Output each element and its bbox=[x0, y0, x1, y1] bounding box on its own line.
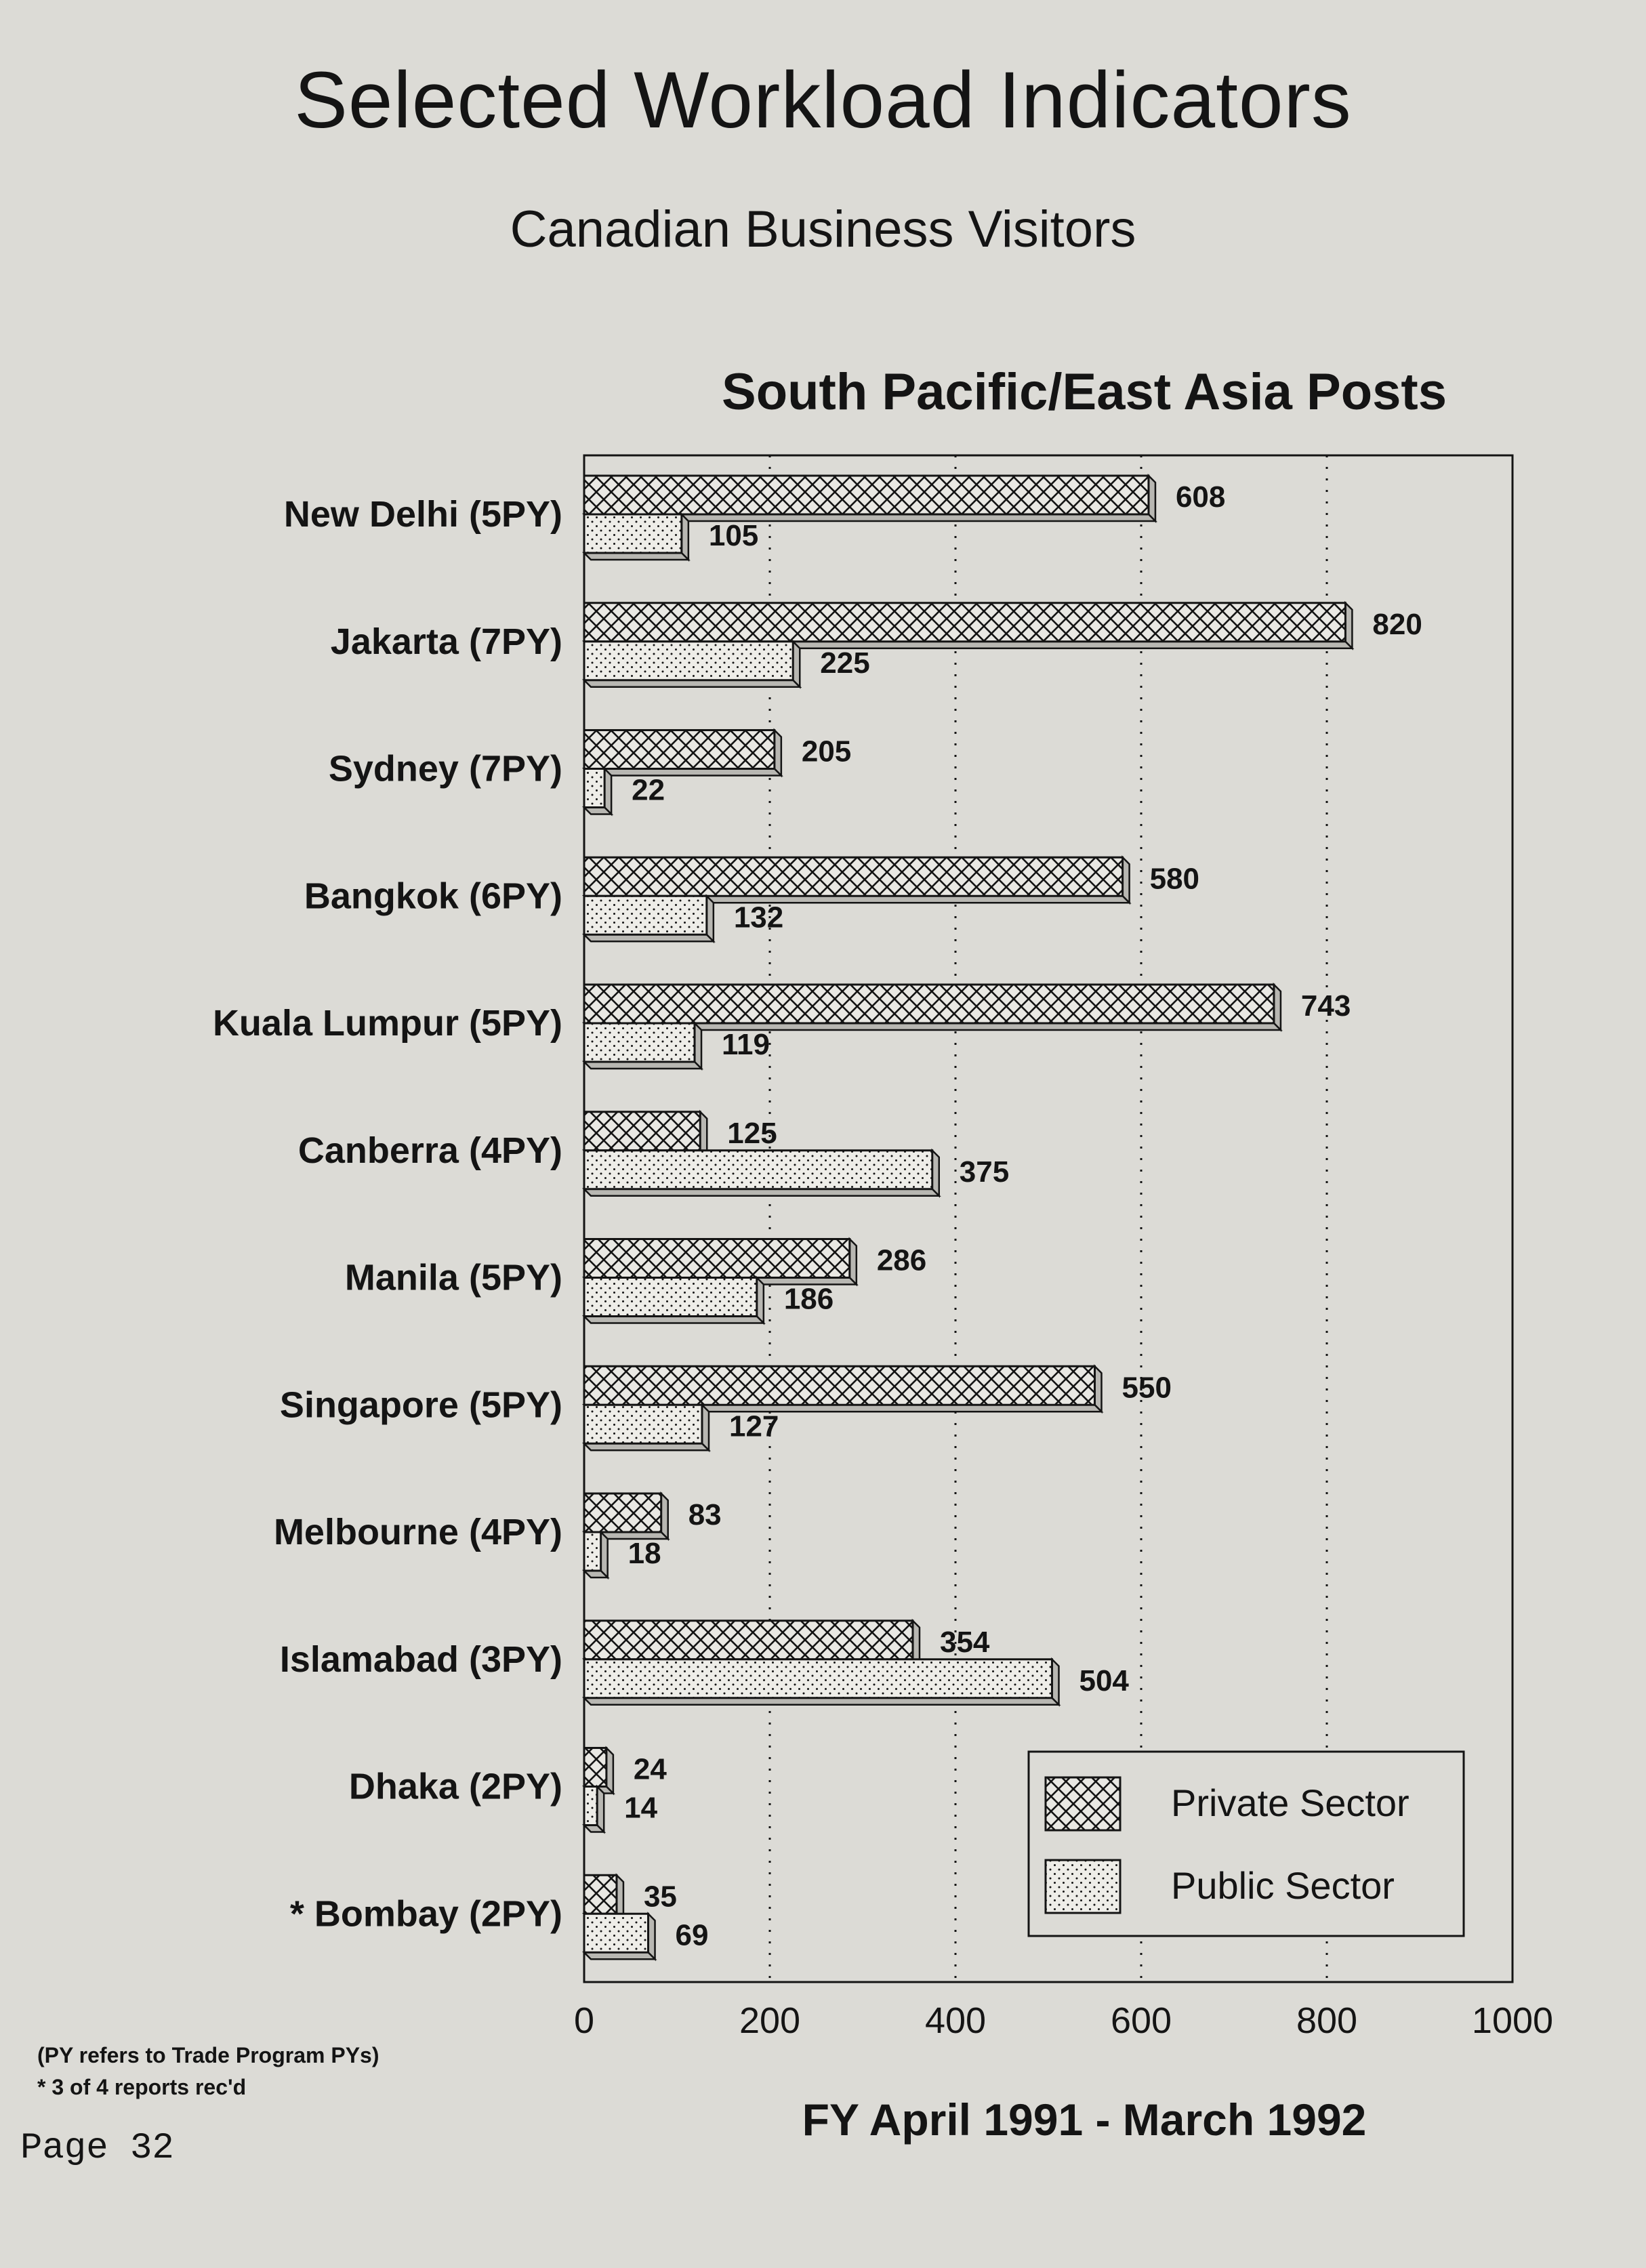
bar-private-sector bbox=[584, 476, 1149, 514]
category-label: Jakarta (7PY) bbox=[330, 621, 562, 662]
bar-public-sector bbox=[584, 1787, 597, 1826]
bar-public-sector bbox=[584, 514, 682, 553]
bar-public-sector bbox=[584, 1405, 702, 1443]
data-label: 205 bbox=[801, 735, 852, 768]
category-label: Singapore (5PY) bbox=[279, 1384, 562, 1426]
bar-private-sector bbox=[584, 1621, 913, 1659]
x-tick-label: 600 bbox=[1110, 2000, 1172, 2041]
x-tick-label: 0 bbox=[573, 2000, 595, 2041]
page-title: Selected Workload Indicators bbox=[294, 56, 1352, 145]
bar-public-sector bbox=[584, 1023, 695, 1062]
data-label: 18 bbox=[627, 1537, 661, 1570]
category-label: Dhaka (2PY) bbox=[348, 1766, 562, 1807]
legend-label: Public Sector bbox=[1171, 1864, 1395, 1907]
category-label: Bangkok (6PY) bbox=[304, 875, 562, 917]
page-number: Page 32 bbox=[20, 2128, 174, 2169]
x-tick-label: 800 bbox=[1296, 2000, 1358, 2041]
x-axis-label: FY April 1991 - March 1992 bbox=[802, 2095, 1367, 2145]
footnote-reports: * 3 of 4 reports rec'd bbox=[37, 2075, 247, 2099]
bar-private-sector bbox=[584, 603, 1345, 642]
bars bbox=[584, 476, 1352, 1959]
data-label: 743 bbox=[1300, 989, 1351, 1023]
data-label: 22 bbox=[632, 773, 665, 807]
data-label: 125 bbox=[727, 1116, 777, 1150]
x-tick-label: 200 bbox=[739, 2000, 801, 2041]
bar-private-sector bbox=[584, 1493, 661, 1532]
data-label: 608 bbox=[1175, 480, 1226, 514]
legend-label: Private Sector bbox=[1171, 1781, 1410, 1824]
data-label: 186 bbox=[783, 1282, 834, 1316]
bar-private-sector bbox=[584, 1748, 606, 1787]
bar-public-sector bbox=[584, 1151, 932, 1189]
data-label: 580 bbox=[1149, 862, 1200, 896]
bar-public-sector bbox=[584, 1278, 757, 1317]
category-label: Canberra (4PY) bbox=[297, 1130, 562, 1171]
data-label: 550 bbox=[1122, 1371, 1172, 1405]
bar-public-sector bbox=[584, 642, 793, 680]
bar-private-sector bbox=[584, 1875, 617, 1914]
data-label: 83 bbox=[688, 1498, 722, 1531]
data-label: 105 bbox=[708, 519, 759, 552]
data-label: 24 bbox=[633, 1752, 667, 1786]
category-label: Kuala Lumpur (5PY) bbox=[212, 1003, 562, 1044]
data-label: 14 bbox=[624, 1791, 658, 1825]
category-label: Sydney (7PY) bbox=[328, 748, 562, 789]
data-label: 69 bbox=[675, 1918, 709, 1952]
category-label: Manila (5PY) bbox=[344, 1257, 562, 1298]
bar-private-sector bbox=[584, 1366, 1095, 1405]
x-tick-label: 400 bbox=[924, 2000, 987, 2041]
bar-public-sector bbox=[584, 1659, 1052, 1698]
bar-public-sector bbox=[584, 1914, 649, 1952]
footnote-py: (PY refers to Trade Program PYs) bbox=[37, 2043, 379, 2067]
data-label: 127 bbox=[728, 1409, 779, 1443]
category-label: * Bombay (2PY) bbox=[289, 1893, 562, 1935]
category-label: New Delhi (5PY) bbox=[283, 494, 562, 535]
bar-private-sector bbox=[584, 1112, 700, 1151]
bar-public-sector bbox=[584, 1532, 601, 1571]
legend-swatch-public bbox=[1046, 1860, 1120, 1913]
bar-private-sector bbox=[584, 985, 1274, 1023]
legend-swatch-private bbox=[1046, 1777, 1120, 1830]
data-label: 132 bbox=[733, 901, 784, 934]
data-label: 35 bbox=[643, 1880, 677, 1914]
data-label: 820 bbox=[1372, 607, 1422, 641]
bar-public-sector bbox=[584, 769, 604, 808]
legend bbox=[1029, 1752, 1464, 1936]
data-label: 225 bbox=[820, 646, 870, 680]
data-label: 286 bbox=[876, 1243, 927, 1277]
data-label: 504 bbox=[1079, 1664, 1129, 1697]
chart-title: South Pacific/East Asia Posts bbox=[722, 363, 1447, 421]
category-label: Islamabad (3PY) bbox=[279, 1638, 562, 1680]
bar-private-sector bbox=[584, 730, 775, 769]
data-label: 375 bbox=[959, 1155, 1010, 1189]
x-tick-label: 1000 bbox=[1471, 2000, 1554, 2041]
bar-private-sector bbox=[584, 1239, 850, 1278]
category-label: Melbourne (4PY) bbox=[273, 1512, 562, 1552]
bar-public-sector bbox=[584, 896, 707, 934]
bar-private-sector bbox=[584, 857, 1123, 896]
data-label: 119 bbox=[722, 1028, 770, 1061]
data-label: 354 bbox=[939, 1625, 990, 1659]
page-subtitle: Canadian Business Visitors bbox=[510, 201, 1136, 258]
